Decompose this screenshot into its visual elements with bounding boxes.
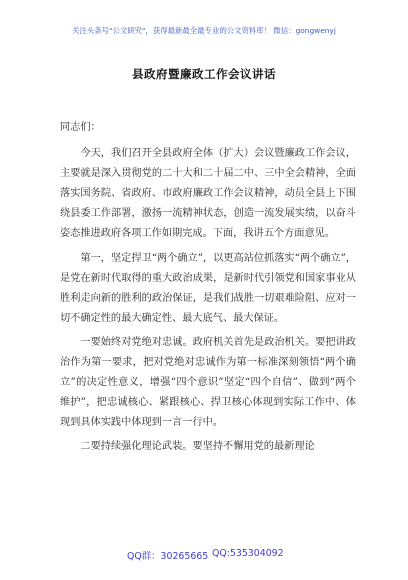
qq-group-number: QQ群：30265665 bbox=[127, 551, 209, 562]
paragraph: 第一，坚定捍卫“两个确立”，以更高站位抓落实“两个确立”，是党在新时代取得的重大政治成果，是新时代引领党和国家事业从胜利走向新的胜利的政治保证，是我们战胜一切艰难险阻、应对一切不确定性的最大确定性、最大底气、最大保证。 bbox=[60, 252, 356, 324]
paragraph: 二要持续强化理论武装。要坚持不懈用党的最新理论 bbox=[80, 441, 315, 453]
salutation: 同志们： bbox=[60, 122, 101, 133]
promo-header: 关注头条号"公文研究"，获得最新最全最专业的公文资料库！ 微信：gongwenyj bbox=[72, 26, 336, 35]
document-body bbox=[60, 118, 356, 462]
document-title: 县政府暨廉政工作会议讲话 bbox=[132, 67, 276, 81]
paragraph: 一要始终对党绝对忠诚。政府机关首先是政治机关。要把讲政治作为第一要求，把对党绝对忠诚作为第一标准深刻领悟“两个确立”的决定性意义，增强“四个意识”坚定“四个自信”、做到“两个维护”，把忠诚核心、紧跟核心、捍卫核心体现到实际工作中、体现到具体实践中体现到一言一行中。 bbox=[60, 336, 356, 429]
paragraph: 今天，我们召开全县政府全体（扩大）会议暨廉政工作会议，主要就是深入贯彻党的二十大和二十届二中、三中全会精神，全面落实国务院、省政府、市政府廉政工作会议精神，动员全县上下围绕县委工作部署，激扬一流精神状态，创造一流发展实绩，以奋斗姿态推进政府各项工作如期完成。下面，我讲五个方面意见。 bbox=[60, 148, 356, 240]
qq-contact-number: QQ:535304092 bbox=[212, 548, 284, 559]
